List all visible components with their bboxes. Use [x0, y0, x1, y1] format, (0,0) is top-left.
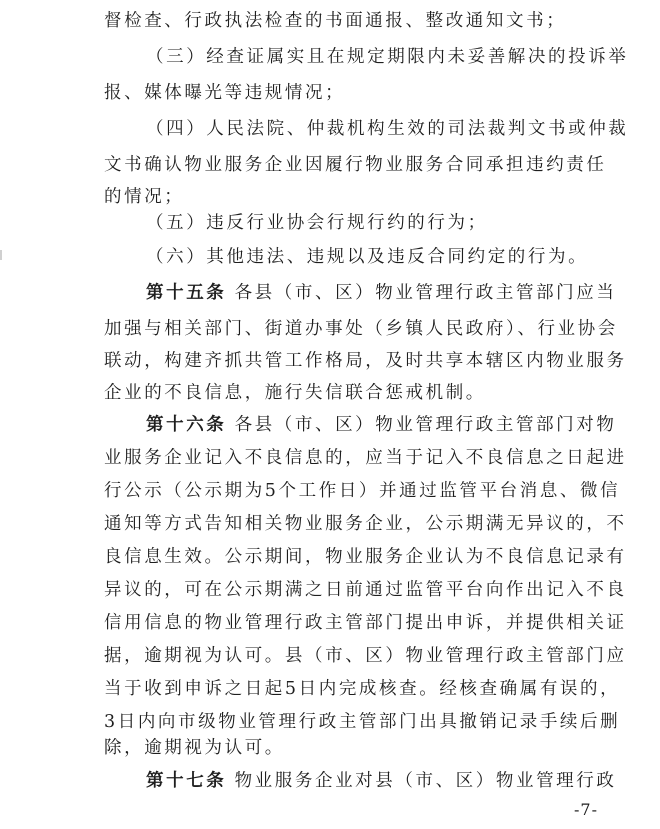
- text-line: 当于收到申诉之日起5日内完成核查。经核查确属有误的，: [104, 679, 621, 699]
- text-line: 的情况；: [104, 187, 185, 207]
- article-first-line: [146, 282, 616, 304]
- text-line: 督检查、行政执法检查的书面通报、整改通知文书；: [104, 11, 567, 31]
- text-line: 信用信息的物业管理行政主管部门提出申诉，并提供相关证: [104, 613, 627, 633]
- article-first-line: [146, 770, 616, 792]
- text-line: 良信息生效。公示期间，物业服务企业认为不良信息记录有: [104, 547, 627, 567]
- text-line: （六）其他违法、违规以及违反合同约定的行为。: [146, 247, 589, 267]
- text-segment: 物业服务企业对县（市、区）物业管理行政: [234, 771, 617, 791]
- text-line: 3日内向市级物业管理行政主管部门出具撤销记录手续后删: [104, 712, 621, 732]
- text-line: 行公示（公示期为5个工作日）并通过监管平台消息、微信: [104, 481, 621, 501]
- text-segment: 各县（市、区）物业管理行政主管部门对物: [234, 415, 617, 435]
- text-line: 除，逾期视为认可。: [104, 738, 285, 758]
- text-line: 异议的，可在公示期满之日前通过监管平台向作出记入不良: [104, 580, 627, 600]
- text-line: 报、媒体曝光等违规情况；: [104, 83, 346, 103]
- text-line: （三）经查证属实且在规定期限内未妥善解决的投诉举: [146, 47, 629, 67]
- text-line: （四）人民法院、仲裁机构生效的司法裁判文书或仲裁: [146, 119, 629, 139]
- page-number: -7-: [574, 800, 598, 819]
- article-heading: 第十六条: [146, 415, 227, 435]
- article-heading: 第十五条: [146, 283, 227, 303]
- text-line: 加强与相关部门、街道办事处（乡镇人民政府）、行业协会: [104, 319, 618, 339]
- text-line: 业服务企业记入不良信息的，应当于记入不良信息之日起进: [104, 448, 627, 468]
- text-line: 据，逾期视为认可。县（市、区）物业管理行政主管部门应: [104, 646, 627, 666]
- text-line: 文书确认物业服务企业因履行物业服务合同承担违约责任: [104, 155, 607, 175]
- text-segment: 各县（市、区）物业管理行政主管部门应当: [234, 283, 617, 303]
- text-line: 联动，构建齐抓共管工作格局，及时共享本辖区内物业服务: [104, 351, 627, 371]
- article-heading: 第十七条: [146, 771, 227, 791]
- text-line: 企业的不良信息，施行失信联合惩戒机制。: [104, 383, 486, 403]
- scan-edge-mark: [0, 250, 2, 260]
- text-line: 通知等方式告知相关物业服务企业，公示期满无异议的，不: [104, 514, 627, 534]
- text-line: （五）违反行业协会行规行约的行为；: [146, 213, 488, 233]
- article-first-line: [146, 414, 616, 436]
